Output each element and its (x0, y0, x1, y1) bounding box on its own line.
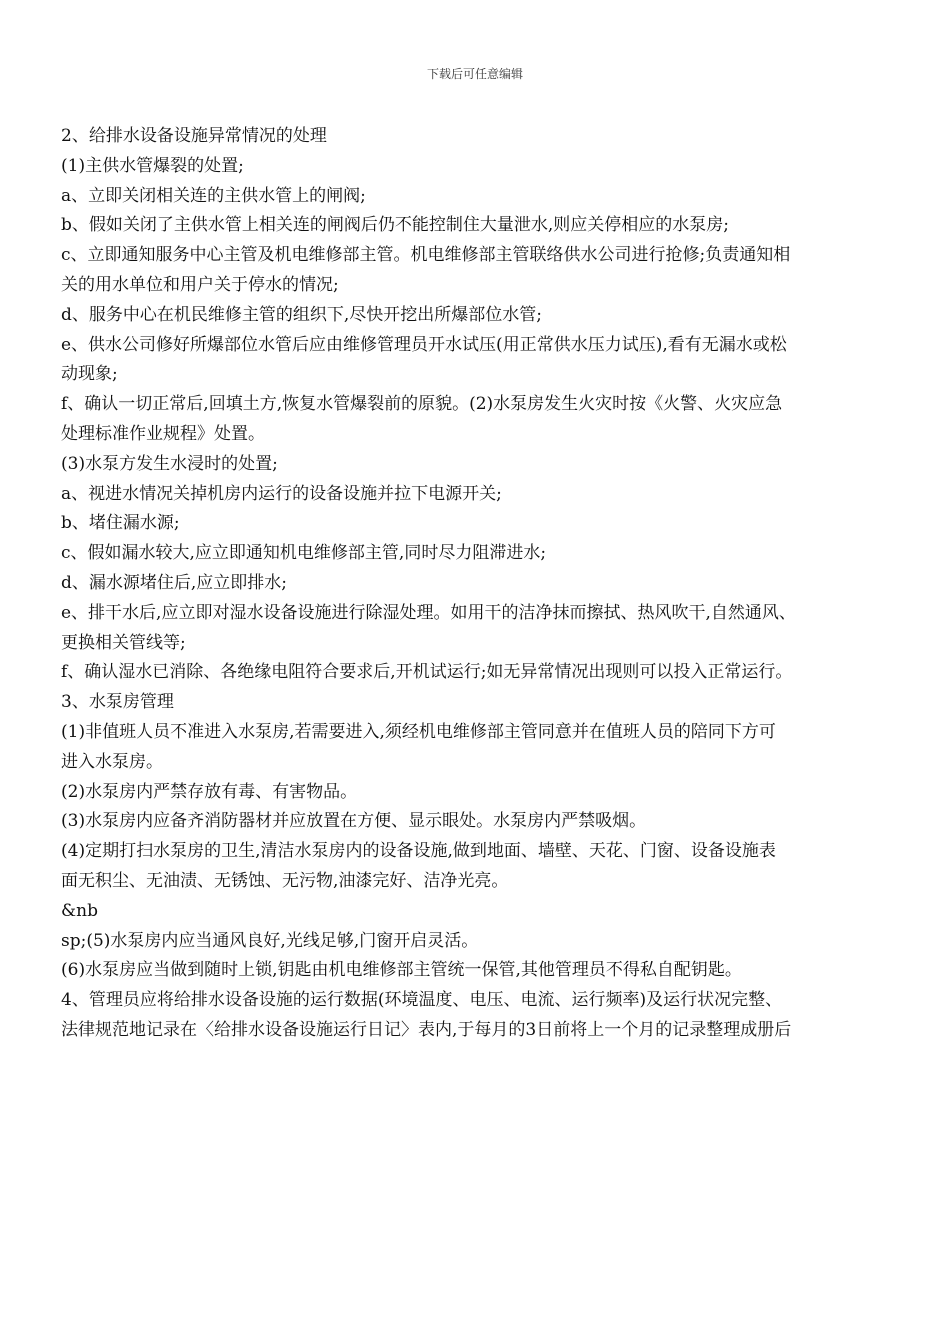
text-line: a、立即关闭相关连的主供水管上的闸阀; (61, 185, 366, 206)
text-line: &nb (61, 900, 98, 921)
text-line: (6)水泵房应当做到随时上锁,钥匙由机电维修部主管统一保管,其他管理员不得私自配钥匙。 (61, 960, 742, 981)
text-line: d、漏水源堵住后,应立即排水; (61, 572, 288, 593)
text-line: c、假如漏水较大,应立即通知机电维修部主管,同时尽力阻滞进水; (61, 543, 547, 564)
text-line: c、立即通知服务中心主管及机电维修部主管。机电维修部主管联络供水公司进行抢修;负责通知相 (61, 245, 791, 266)
text-line: e、排干水后,应立即对湿水设备设施进行除湿处理。如用干的洁净抹而擦拭、热风吹干,自然通风、 (61, 602, 796, 623)
page-header: 下载后可任意编辑 (426, 67, 523, 81)
text-line: (2)水泵房内严禁存放有毒、有害物品。 (61, 781, 358, 802)
text-line: 关的用水单位和用户关于停水的情况; (61, 274, 339, 295)
text-line: (4)定期打扫水泵房的卫生,清洁水泵房内的设备设施,做到地面、墙壁、天花、门窗、设备设施表 (61, 841, 776, 862)
document-body (61, 122, 891, 1046)
text-line: 3、水泵房管理 (61, 692, 174, 713)
text-line: d、服务中心在机民维修主管的组织下,尽快开挖出所爆部位水管; (61, 304, 543, 325)
text-line: f、确认一切正常后,回填土方,恢复水管爆裂前的原貌。(2)水泵房发生火灾时按《火警、火灾应急 (61, 394, 783, 415)
text-line: (1)非值班人员不准进入水泵房,若需要进入,须经机电维修部主管同意并在值班人员的陪同下方可 (61, 721, 776, 742)
text-line: 处理标准作业规程》处置。 (61, 423, 265, 444)
text-line: f、确认湿水已消除、各绝缘电阻符合要求后,开机试运行;如无异常情况出现则可以投入正常运行。 (61, 662, 793, 683)
text-line: e、供水公司修好所爆部位水管后应由维修管理员开水试压(用正常供水压力试压),看有无漏水或松 (61, 334, 787, 355)
text-line: (1)主供水管爆裂的处置; (61, 155, 244, 176)
text-line: 面无积尘、无油渍、无锈蚀、无污物,油漆完好、洁净光亮。 (61, 870, 509, 891)
text-line: 法律规范地记录在〈给排水设备设施运行日记〉表内,于每月的3日前将上一个月的记录整理成册后 (61, 1019, 792, 1040)
text-line: sp;(5)水泵房内应当通风良好,光线足够,门窗开启灵活。 (61, 930, 479, 951)
text-line: (3)水泵方发生水浸时的处置; (61, 453, 278, 474)
text-line: 更换相关管线等; (61, 632, 186, 653)
text-line: 动现象; (61, 364, 118, 385)
text-line: b、堵住漏水源; (61, 513, 180, 534)
text-line: (3)水泵房内应备齐消防器材并应放置在方便、显示眼处。水泵房内严禁吸烟。 (61, 811, 647, 832)
text-line: 2、给排水设备设施异常情况的处理 (61, 126, 327, 146)
text-line: a、视进水情况关掉机房内运行的设备设施并拉下电源开关; (61, 483, 502, 504)
text-line: 4、管理员应将给排水设备设施的运行数据(环境温度、电压、电流、运行频率)及运行状况完整、 (61, 990, 783, 1011)
text-line: 进入水泵房。 (61, 751, 163, 772)
text-line: b、假如关闭了主供水管上相关连的闸阀后仍不能控制住大量泄水,则应关停相应的水泵房; (61, 215, 730, 236)
